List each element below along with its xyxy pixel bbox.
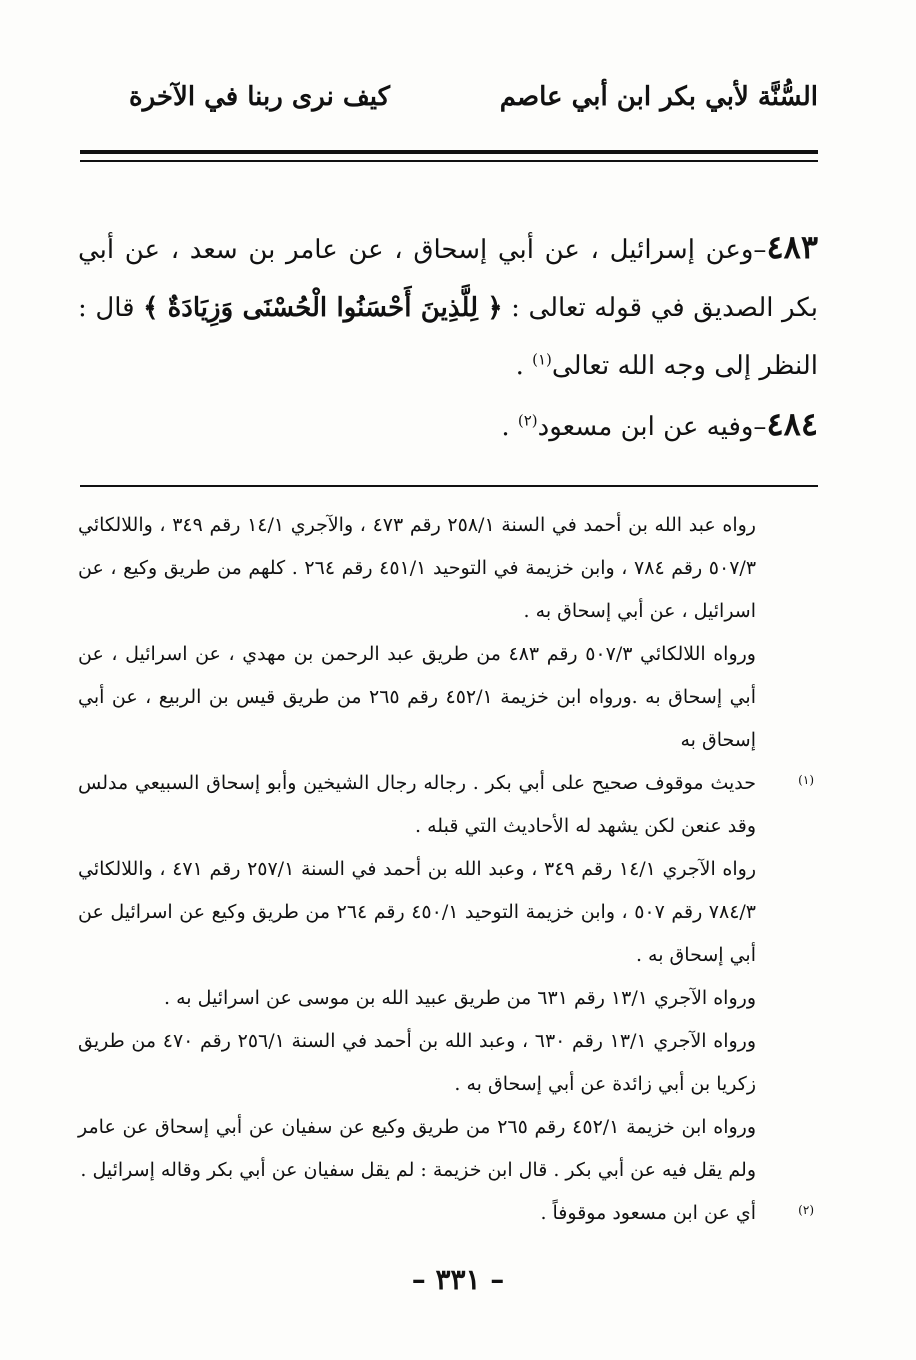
hadith-number: ٤٨٤ [766,405,818,443]
footnote-1 [78,762,814,848]
footnote-2 [78,1192,814,1235]
header-rule-thick [80,150,818,154]
footnote-paragraph: ورواه اللالكائي ٥٠٧/٣ رقم ٤٨٣ من طريق عبد الرحمن بن مهدي ، عن اسرائيل ، عن أبي إسحاق به .ورواه ابن خزيمة ٤٥٢/١ رقم ٢٦٥ من طريق قيس بن الربيع ، عن أبي إسحاق به [78,643,756,751]
footnote-ref: (٢) [517,411,538,430]
footnote-separator [80,485,818,487]
page-number: – ٣٣١ – [411,1263,505,1296]
running-header-book-title: السُّنَّة لأبي بكر ابن أبي عاصم [499,82,818,112]
footnote-paragraph: ورواه الآجري ١٣/١ رقم ٦٣٠ ، وعبد الله بن أحمد في السنة ٢٥٦/١ رقم ٤٧٠ من طريق زكريا بن أبي زائدة عن أبي إسحاق به . [78,1030,756,1095]
hadith-484 [78,395,818,456]
quran-verse: ﴿ لِلَّذِينَ أَحْسَنُوا الْحُسْنَى وَزِيَادَةٌ ﴾ [143,293,503,323]
footnote-marker: (١) [798,773,814,787]
footnote-paragraph: رواه الآجري ١٤/١ رقم ٣٤٩ ، وعبد الله بن أحمد في السنة ٢٥٧/١ رقم ٤٧١ ، واللالكائي ٧٨٤/٣ رقم ٥٠٧ ، وابن خزيمة التوحيد ٤٥٠/١ رقم ٢٦٤ من طريق وكيع عن اسرائيل عن أبي إسحاق به . [78,858,757,966]
footnote-paragraph: ورواه ابن خزيمة ٤٥٢/١ رقم ٢٦٥ من طريق وكيع عن سفيان عن أبي إسحاق عن عامر ولم يقل فيه عن أبي بكر . قال ابن خزيمة : لم يقل سفيان عن أبي بكر وقاله إسرائيل . [78,1116,757,1181]
footnote-ref: (١) [532,350,552,369]
header-rule-thin [80,160,818,162]
running-header-chapter-title: كيف نرى ربنا في الآخرة [128,82,390,112]
footnote-paragraph: أي عن ابن مسعود موقوفاً . [540,1202,756,1224]
hadith-number: ٤٨٣ [766,228,818,266]
main-text [78,218,818,456]
hadith-text: –وفيه عن ابن مسعود [537,412,767,442]
footnote-paragraph: ورواه الآجري ١٣/١ رقم ٦٣١ من طريق عبيد الله بن موسى عن اسرائيل به . [164,987,756,1009]
hadith-text: –وعن إسرائيل ، عن أبي إسحاق ، عن عامر بن سعد ، عن أبي بكر الصديق في قوله تعالى : [78,235,818,323]
hadith-483 [78,218,818,395]
punctuation: . [501,412,518,442]
footnote-marker: (٢) [798,1203,814,1217]
punctuation: . [515,351,533,381]
footnote-paragraph: حديث موقوف صحيح على أبي بكر . رجاله رجال الشيخين وأبو إسحاق السبيعي مدلس وقد عنعن لكن يشهد له الأحاديث التي قبله . [78,772,756,837]
hadith-text: قال : النظر إلى وجه الله تعالى [78,293,818,381]
footnotes [78,504,814,1235]
footnote-paragraph: رواه عبد الله بن أحمد في السنة ٢٥٨/١ رقم ٤٧٣ ، والآجري ١٤/١ رقم ٣٤٩ ، واللالكائي ٥٠٧/٣ رقم ٧٨٤ ، وابن خزيمة في التوحيد ٤٥١/١ رقم ٢٦٤ . كلهم من طريق وكيع ، عن اسرائيل ، عن أبي إسحاق به . [78,514,757,622]
